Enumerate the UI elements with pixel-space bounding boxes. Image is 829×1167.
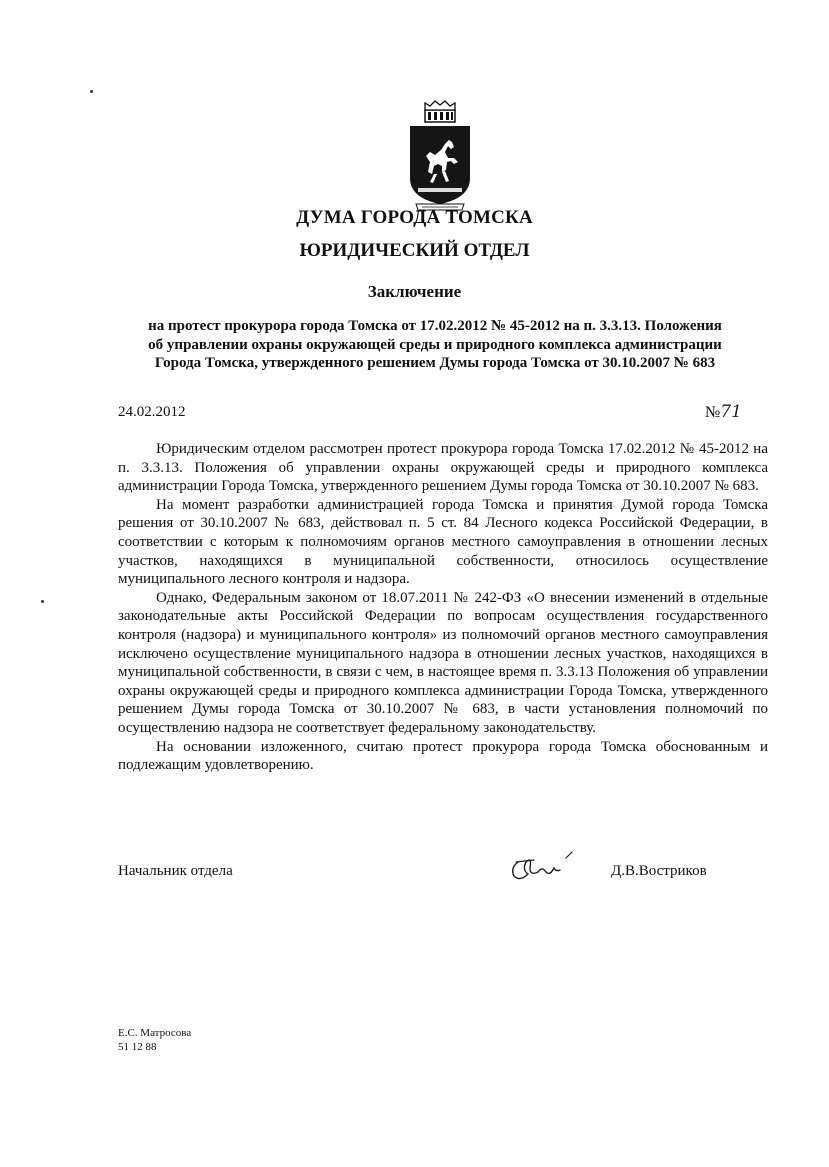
subject-line: об управлении охраны окружающей среды и природного комплекса администрации [148,336,722,353]
scan-speck [41,600,44,603]
document-number [705,402,742,422]
tomsk-coat-of-arms-icon [408,100,472,212]
subject-line: Города Томска, утвержденного решением Думы города Томска от 30.10.2007 № 683 [154,355,716,371]
body-paragraph: На момент разработки администрацией города Томска и принятия Думой города Томска решения от 30.10.2007 № 683, действовал п. 5 ст. 84 Лесного кодекса Российской Федерации, в соответствии с которым к полномочиям органов местного самоуправления в отношении лесных участков, находящихся в муниципальной собственности, относилось осуществление муниципального лесного контроля и надзора. [118,496,768,588]
document-date: 24.02.2012 [118,404,186,420]
scan-speck [90,90,93,93]
body-paragraph: На основании изложенного, считаю протест прокурора города Томска обоснованным и подлежащим удовлетворению. [118,738,768,774]
department-name: ЮРИДИЧЕСКИЙ ОТДЕЛ [299,240,530,261]
number-prefix: № [705,404,721,421]
organization-name: ДУМА ГОРОДА ТОМСКА [296,207,533,228]
subject-line: на протест прокурора города Томска от 17.02.2012 № 45-2012 на п. 3.3.13. Положения [148,318,722,334]
executor-name: Е.С. Матросова [118,1027,192,1039]
signatory-name: Д.В.Востриков [611,863,707,879]
executor-phone: 51 12 88 [118,1041,157,1053]
handwritten-number: 71 [720,402,742,422]
document-subject [110,317,760,373]
document-body [118,440,768,775]
executor-info [118,1026,191,1054]
body-paragraph: Однако, Федеральным законом от 18.07.2011 № 242-ФЗ «О внесении изменений в отдельные законодательные акты Российской Федерации по вопросам осуществления государственного контроля (надзора) и муниципального контроля» из полномочий органов местного самоуправления исключено осуществление муниципального надзора в отношении лесных участков, находящихся в муниципальной собственности, в связи с чем, в настоящее время п. 3.3.13 Положения об управлении охраны окружающей среды и природного комплекса администрации Города Томска, утвержденного решением Думы города Томска от 30.10.2007 № 683, в части установления полномочий по осуществлению надзора не соответствует федеральному законодательству. [118,589,768,736]
body-paragraph: Юридическим отделом рассмотрен протест прокурора города Томска 17.02.2012 № 45-2012 на п. 3.3.13. Положения об управлении охраны окружающей среды и природного комплекса администрации Города Томска, утвержденного решением Думы города Томска от 30.10.2007 № 683. [118,441,768,495]
document-type-title: Заключение [367,282,462,301]
signatory-position: Начальник отдела [118,863,233,879]
handwritten-signature-icon [508,850,578,884]
